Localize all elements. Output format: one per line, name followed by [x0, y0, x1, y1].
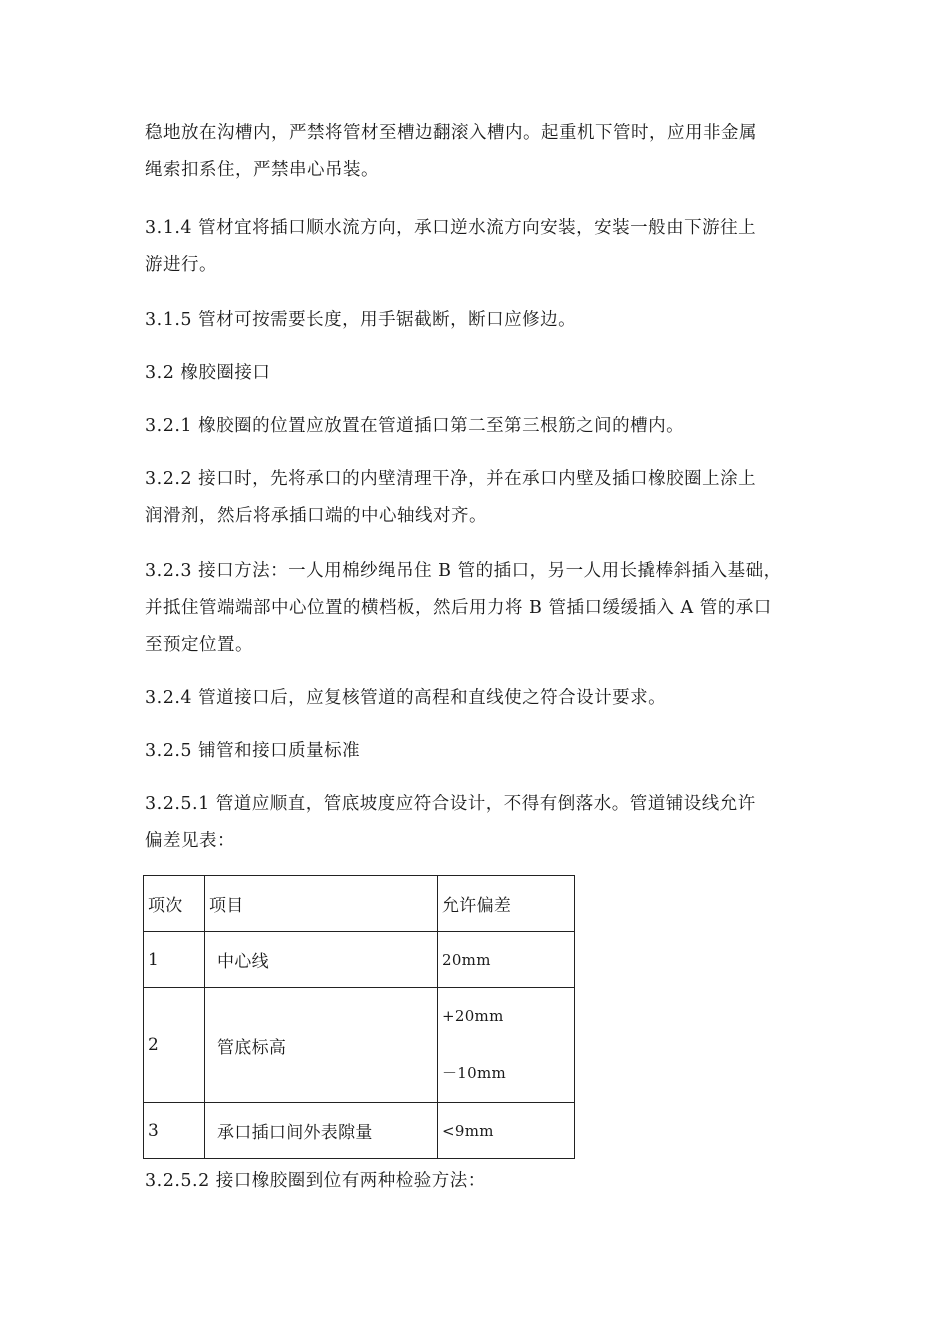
header-deviation: 允许偏差	[438, 876, 575, 932]
table-row	[144, 988, 575, 1103]
paragraph-3-2-5	[145, 733, 805, 770]
text-line: 3.2.5.1 管道应顺直，管底坡度应符合设计，不得有倒落水。管道铺设线允许	[145, 794, 756, 814]
text-line: 绳索扣系住，严禁串心吊装。	[145, 160, 379, 180]
table-row	[144, 932, 575, 988]
header-item: 项目	[205, 876, 438, 932]
paragraph-3-1-4	[145, 210, 805, 284]
text-line: 稳地放在沟槽内，严禁将管材至槽边翻滚入槽内。起重机下管时，应用非金属	[145, 123, 757, 143]
cell-no: 3	[144, 1103, 205, 1159]
text-line: 游进行。	[145, 255, 217, 275]
paragraph-3-1-5	[145, 302, 805, 339]
cell-deviation: 20mm	[438, 932, 575, 988]
text-line: 3.2.2 接口时，先将承口的内壁清理干净，并在承口内壁及插口橡胶圈上涂上	[145, 469, 757, 489]
paragraph-pipe-lowering	[145, 115, 805, 189]
cell-deviation: <9mm	[438, 1103, 575, 1159]
text-line: 3.2.4 管道接口后，应复核管道的高程和直线使之符合设计要求。	[145, 688, 667, 708]
text-line: 并抵住管端端部中心位置的横档板，然后用力将 B 管插口缓缓插入 A 管的承口	[145, 598, 772, 618]
cell-no: 1	[144, 932, 205, 988]
paragraph-3-2-5-2	[145, 1163, 805, 1200]
text-line: 3.2.5.2 接口橡胶圈到位有两种检验方法：	[145, 1171, 486, 1191]
text-line: 3.2.1 橡胶圈的位置应放置在管道插口第二至第三根筋之间的槽内。	[145, 416, 685, 436]
paragraph-3-2-2	[145, 461, 805, 535]
text-line: 3.2.5 铺管和接口质量标准	[145, 741, 361, 761]
deviation-table	[143, 875, 575, 1159]
section-heading: 3.2 橡胶圈接口	[145, 363, 271, 383]
heading-3-2	[145, 355, 805, 392]
deviation-lower: －10mm	[442, 1064, 507, 1082]
paragraph-3-2-3	[145, 553, 805, 664]
cell-item: 中心线	[205, 932, 438, 988]
cell-item: 管底标高	[205, 988, 438, 1103]
cell-item: 承口插口间外表隙量	[205, 1103, 438, 1159]
cell-deviation	[438, 988, 575, 1103]
paragraph-3-2-1	[145, 408, 805, 445]
text-line: 3.1.4 管材宜将插口顺水流方向，承口逆水流方向安装，安装一般由下游往上	[145, 218, 757, 238]
paragraph-3-2-4	[145, 680, 805, 717]
table-row	[144, 1103, 575, 1159]
deviation-upper: +20mm	[442, 1007, 504, 1025]
text-line: 偏差见表：	[145, 831, 235, 851]
text-line: 润滑剂，然后将承插口端的中心轴线对齐。	[145, 506, 487, 526]
header-item-no: 项次	[144, 876, 205, 932]
table-header-row	[144, 876, 575, 932]
text-line: 至预定位置。	[145, 635, 253, 655]
cell-no: 2	[144, 988, 205, 1103]
text-line: 3.1.5 管材可按需要长度，用手锯截断，断口应修边。	[145, 310, 577, 330]
paragraph-3-2-5-1	[145, 786, 805, 860]
text-line: 3.2.3 接口方法：一人用棉纱绳吊住 B 管的插口，另一人用长撬棒斜插入基础，	[145, 561, 782, 581]
